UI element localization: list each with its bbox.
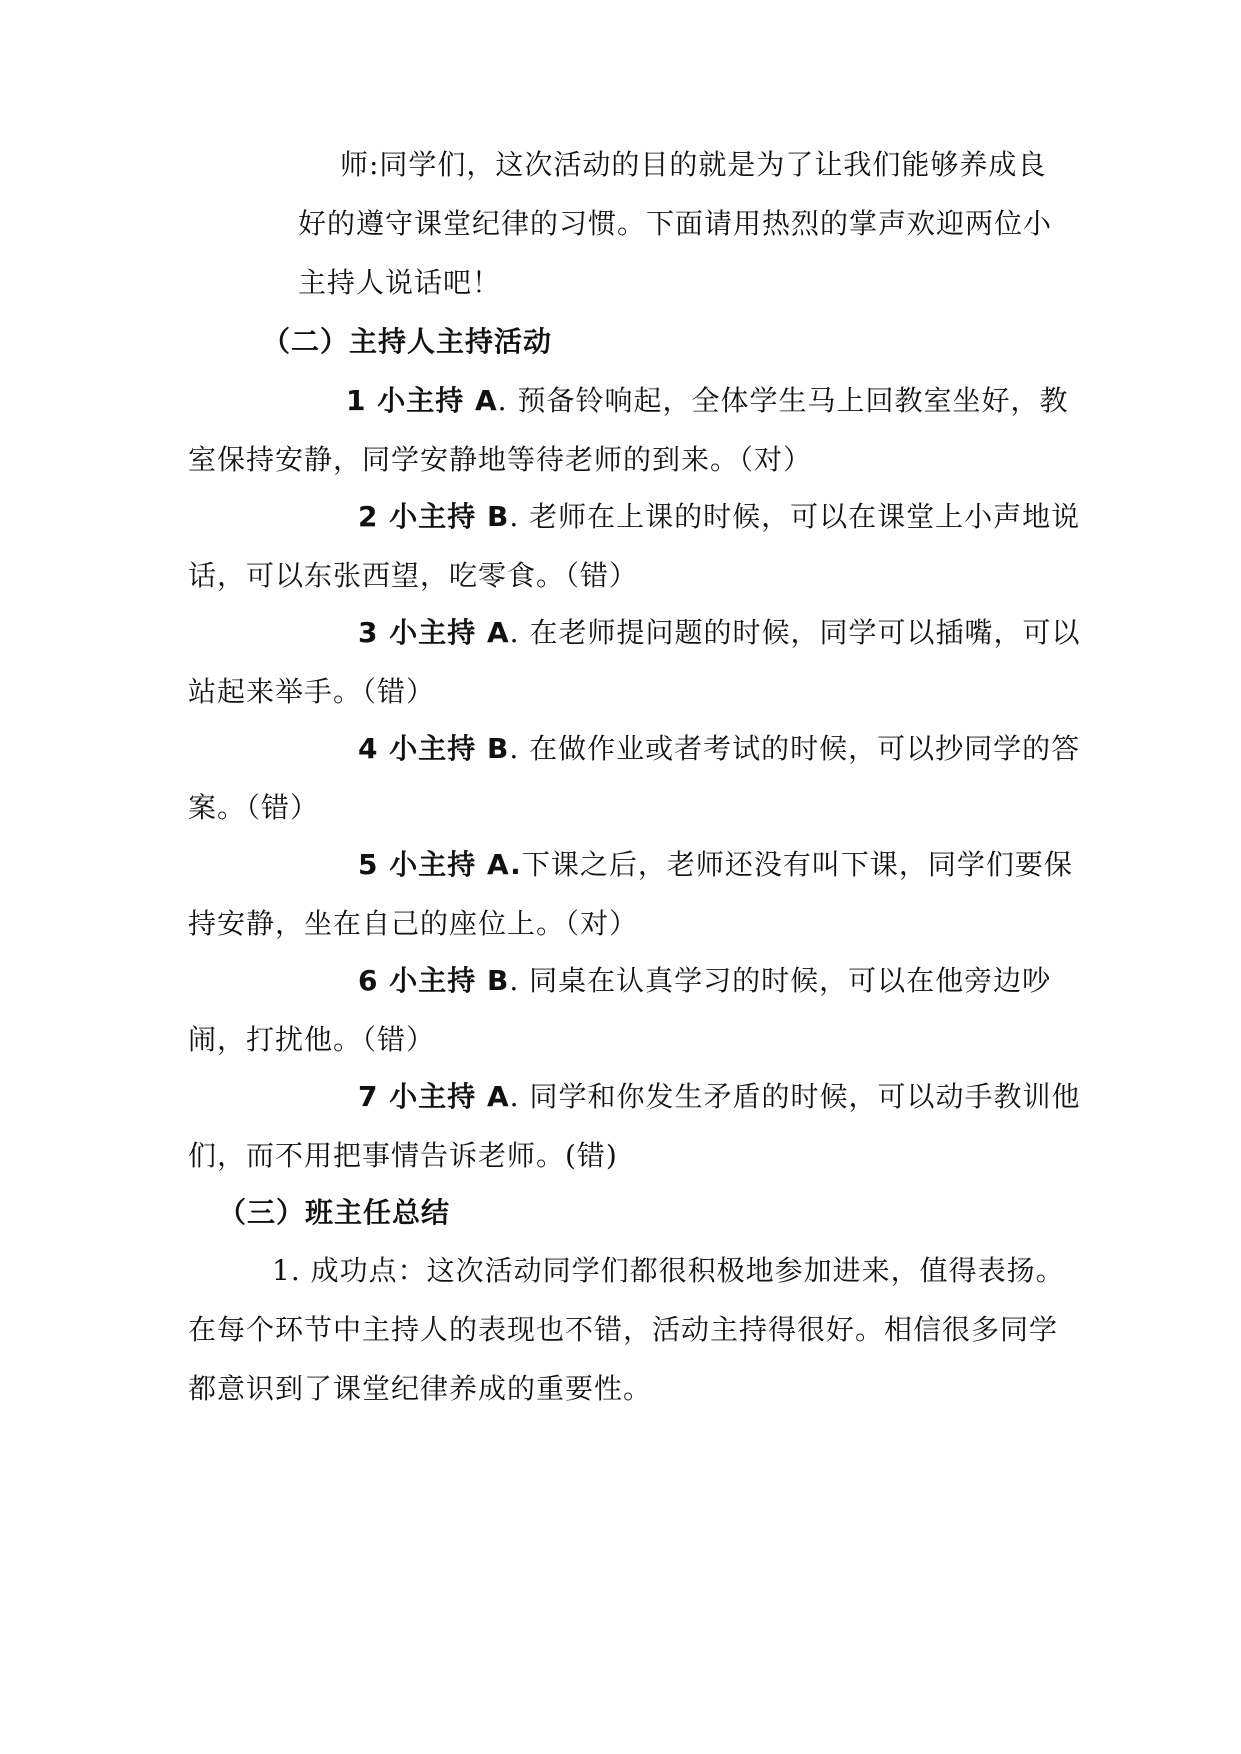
summary-line-2: 在每个环节中主持人的表现也不错，活动主持得很好。相信很多同学 (188, 1313, 1059, 1346)
intro-line-2: 好的遵守课堂纪律的习惯。下面请用热烈的掌声欢迎两位小 (298, 207, 1053, 240)
item-5-text: 下课之后，老师还没有叫下课，同学们要保 (521, 848, 1073, 881)
item-6-line-2: 闹，打扰他。（错） (188, 1023, 436, 1056)
item-2-text: . 老师在上课的时候，可以在课堂上小声地说 (509, 500, 1081, 533)
item-7-line-2: 们，而不用把事情告诉老师。(错) (188, 1139, 618, 1172)
item-1-lead: 1 小主持 A (346, 384, 498, 417)
item-5-line-2: 持安静，坐在自己的座位上。（对） (188, 907, 639, 940)
item-7-text: . 同学和你发生矛盾的时候，可以动手教训他 (509, 1080, 1081, 1113)
item-4-text: . 在做作业或者考试的时候，可以抄同学的答 (509, 732, 1081, 765)
item-3-line-2: 站起来举手。（错） (188, 675, 436, 708)
item-6-lead: 6 小主持 B (358, 964, 510, 997)
item-3-lead: 3 小主持 A (358, 616, 510, 649)
section-2-heading: （二）主持人主持活动 (262, 325, 553, 358)
item-4-line-1 (358, 729, 1080, 769)
intro-line-3: 主持人说话吧！ (298, 266, 502, 299)
summary-line-3: 都意识到了课堂纪律养成的重要性。 (188, 1372, 653, 1405)
summary-line-1: 1. 成功点：这次活动同学们都很积极地参加进来，值得表扬。 (272, 1254, 1065, 1287)
item-7-lead: 7 小主持 A (358, 1080, 510, 1113)
item-6-text: . 同桌在认真学习的时候，可以在他旁边吵 (509, 964, 1052, 997)
section-3-heading: （三）班主任总结 (218, 1196, 451, 1229)
item-3-text: . 在老师提问题的时候，同学可以插嘴，可以 (509, 616, 1081, 649)
item-2-lead: 2 小主持 B (358, 500, 510, 533)
item-4-line-2: 案。（错） (188, 791, 320, 824)
item-5-lead: 5 小主持 A. (358, 848, 522, 881)
item-7-line-1 (358, 1077, 1080, 1117)
intro-line-1: 师:同学们，这次活动的目的就是为了让我们能够养成良 (340, 148, 1047, 181)
item-5-line-1 (358, 845, 1073, 885)
item-4-lead: 4 小主持 B (358, 732, 510, 765)
item-2-line-2: 话，可以东张西望，吃零食。（错） (188, 559, 639, 592)
item-1-line-1 (346, 381, 1068, 421)
item-3-line-1 (358, 613, 1080, 653)
item-1-line-2: 室保持安静，同学安静地等待老师的到来。（对） (188, 443, 813, 476)
item-2-line-1 (358, 497, 1080, 537)
item-6-line-1 (358, 961, 1051, 1001)
item-1-text: . 预备铃响起，全体学生马上回教室坐好，教 (497, 384, 1069, 417)
